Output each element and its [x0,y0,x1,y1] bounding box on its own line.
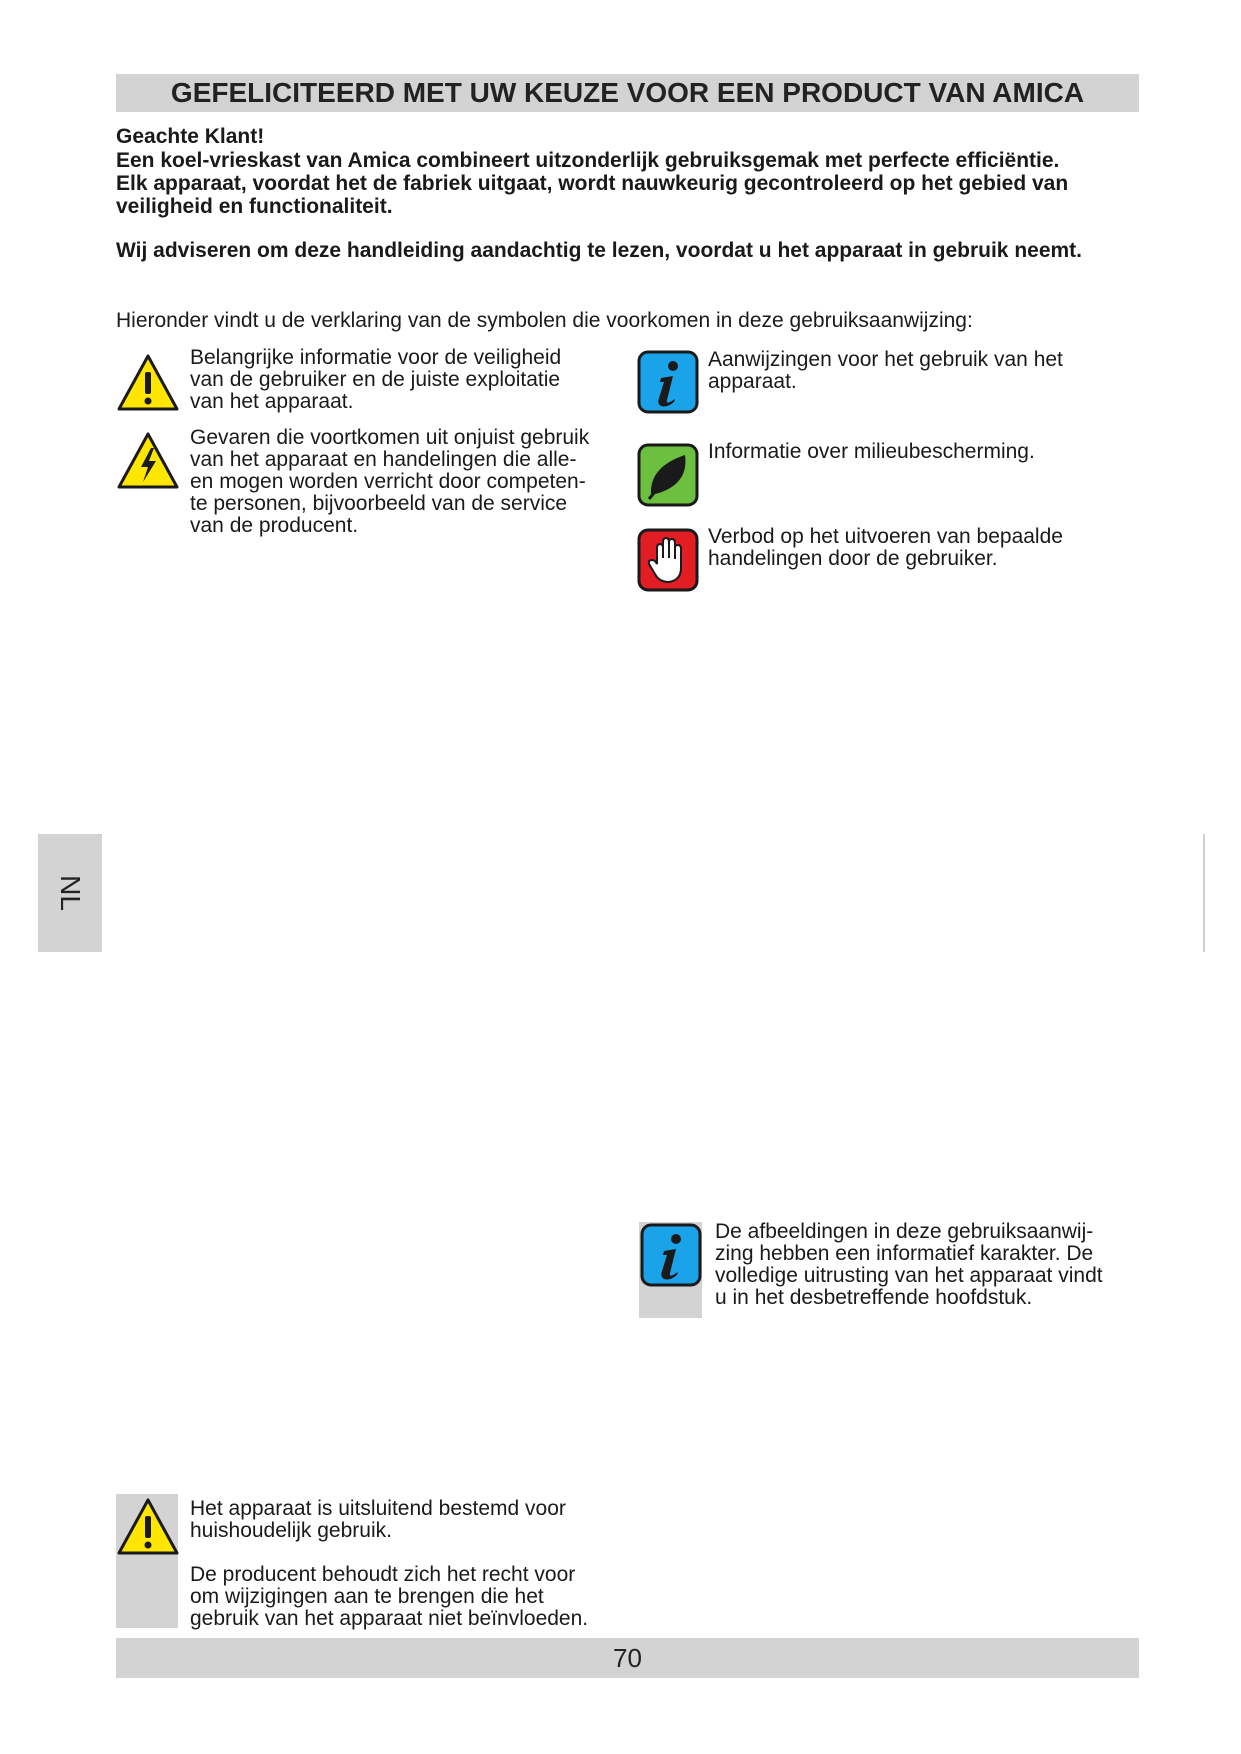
warning-note-line: huishoudelijk gebruik. [190,1519,392,1542]
warning-note-line: De producent behoudt zich het recht voor [190,1563,576,1586]
danger-line: van het apparaat en handelingen die alle- [190,448,577,471]
info-line: apparaat. [708,370,797,393]
language-tab-label: NL [55,875,86,911]
page-title: GEFELICITEERD MET UW KEUZE VOOR EEN PRODUCT VAN AMICA [170,77,1085,108]
symbols-heading: Hieronder vindt u de verklaring van de symbolen die voorkomen in deze gebruiksaanwijzing: [116,309,973,332]
info-note-line: volledige uitrusting van het apparaat vindt [715,1264,1103,1287]
intro-line-2: Elk apparaat, voordat het de fabriek uitgaat, wordt nauwkeurig gecontroleerd op het gebied van [116,172,1069,195]
info-icon [640,1223,702,1287]
warning-note-line: gebruik van het apparaat niet beïnvloeden. [190,1607,589,1630]
advice-text: Wij adviseren om deze handleiding aandachtig te lezen, voordat u het apparaat in gebruik neemt. [116,239,1083,262]
greeting: Geachte Klant! [116,125,265,148]
page-title-bar [116,74,1139,112]
info-note-line: zing hebben een informatief karakter. De [715,1242,1094,1265]
leaf-icon [637,443,699,507]
eco-line: Informatie over milieubescherming. [708,440,1035,463]
warning-note-line: Het apparaat is uitsluitend bestemd voor [190,1497,566,1520]
danger-line: te personen, bijvoorbeeld van de service [190,492,568,515]
language-tab [38,834,102,952]
danger-description [190,427,589,537]
prohibit-line: handelingen door de gebruiker. [708,547,998,570]
warning-note-line: om wijzigingen aan te brengen die het [190,1585,544,1608]
warning-icon [116,1496,180,1558]
footer-bar [116,1638,1139,1678]
prohibit-description [708,526,1063,570]
info-note-line: u in het desbetreffende hoofdstuk. [715,1286,1033,1309]
danger-line: Gevaren die voortkomen uit onjuist gebruik [190,426,590,449]
warning-description [190,347,561,413]
warning-line: van de gebruiker en de juiste exploitatie [190,368,561,391]
page-number: 70 [613,1643,642,1673]
warning-line: Belangrijke informatie voor de veiligheid [190,346,562,369]
info-description [708,349,1063,393]
intro-line-3: veiligheid en functionaliteit. [116,195,393,218]
info-note-text [715,1221,1103,1309]
prohibit-line: Verbod op het uitvoeren van bepaalde [708,525,1063,548]
warning-line: van het apparaat. [190,390,354,413]
intro-line-1: Een koel-vrieskast van Amica combineert uitzonderlijk gebruiksgemak met perfecte efficiëntie. [116,149,1060,172]
eco-description [708,441,1035,463]
electric-hazard-icon [116,430,180,492]
danger-line: en mogen worden verricht door competen- [190,470,586,493]
right-margin-line [1203,834,1205,952]
info-line: Aanwijzingen voor het gebruik van het [708,348,1063,371]
danger-line: van de producent. [190,514,359,537]
warning-note-text [190,1498,588,1630]
info-note-line: De afbeeldingen in deze gebruiksaanwij- [715,1220,1094,1243]
info-icon [637,350,699,414]
hand-stop-icon [637,528,699,592]
warning-icon [116,352,180,414]
